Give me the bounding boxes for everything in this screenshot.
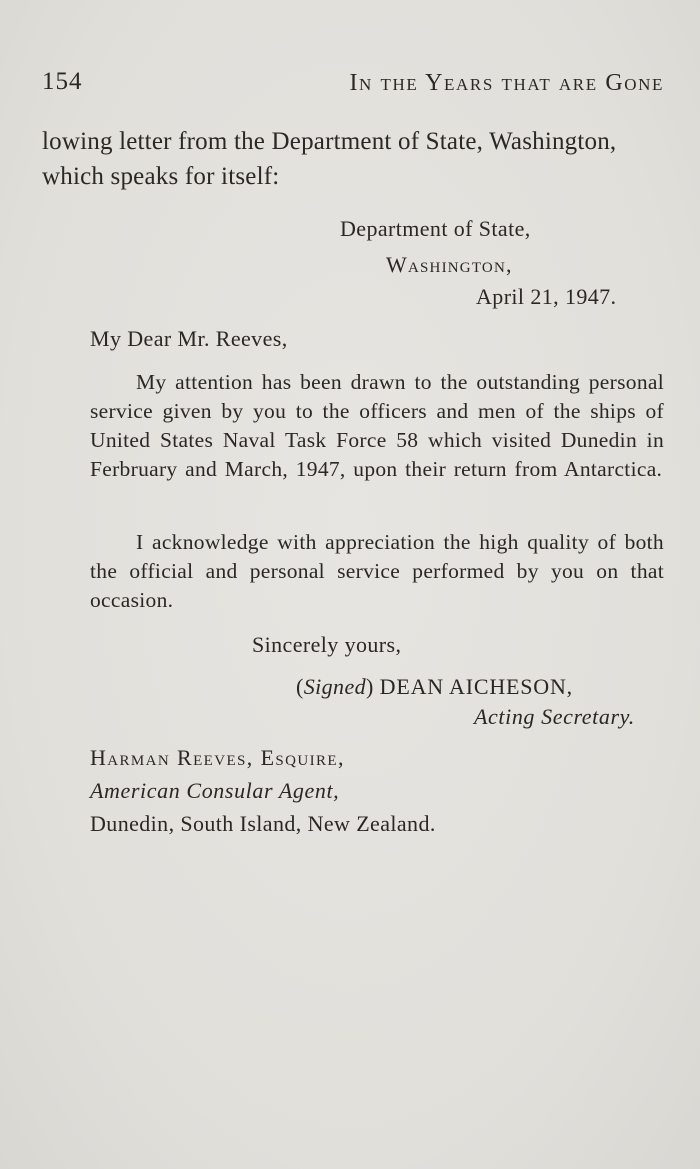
signer-name: DEAN AICHESON, — [379, 674, 573, 699]
sender-city: Washington, — [386, 252, 513, 277]
running-head — [42, 68, 664, 102]
signer-title: Acting Secretary. — [474, 704, 635, 729]
recipient-location: Dunedin, South Island, New Zealand. — [90, 811, 436, 836]
signature-line — [296, 674, 573, 700]
recipient-name: Harman Reeves, Esquire, — [90, 745, 345, 770]
page-number: 154 — [42, 68, 83, 95]
signed-word: Signed — [303, 674, 367, 699]
salutation: My Dear Mr. Reeves, — [90, 326, 288, 351]
signed-open-paren: ( — [296, 674, 304, 699]
letter-paragraph: My attention has been drawn to the outstanding personal service given by you to the officers and men of the ships of United States Naval Task Force 58 which visited Dunedin in Ferbruary and March, 1947, upon their return from Antarctica. — [90, 370, 664, 481]
closing: Sincerely yours, — [252, 632, 402, 657]
intro-paragraph: lowing letter from the Department of State, Washington, which speaks for itself: — [42, 128, 617, 190]
running-title: In the Years that are Gone — [349, 70, 664, 96]
letter-date: April 21, 1947. — [476, 284, 617, 309]
signed-close-paren: ) — [366, 674, 374, 699]
letter-paragraph: I acknowledge with appreciation the high quality of both the official and personal service performed by you on that occasion. — [90, 530, 664, 612]
recipient-title: American Consular Agent, — [90, 778, 340, 803]
sender-department: Department of State, — [340, 216, 531, 241]
